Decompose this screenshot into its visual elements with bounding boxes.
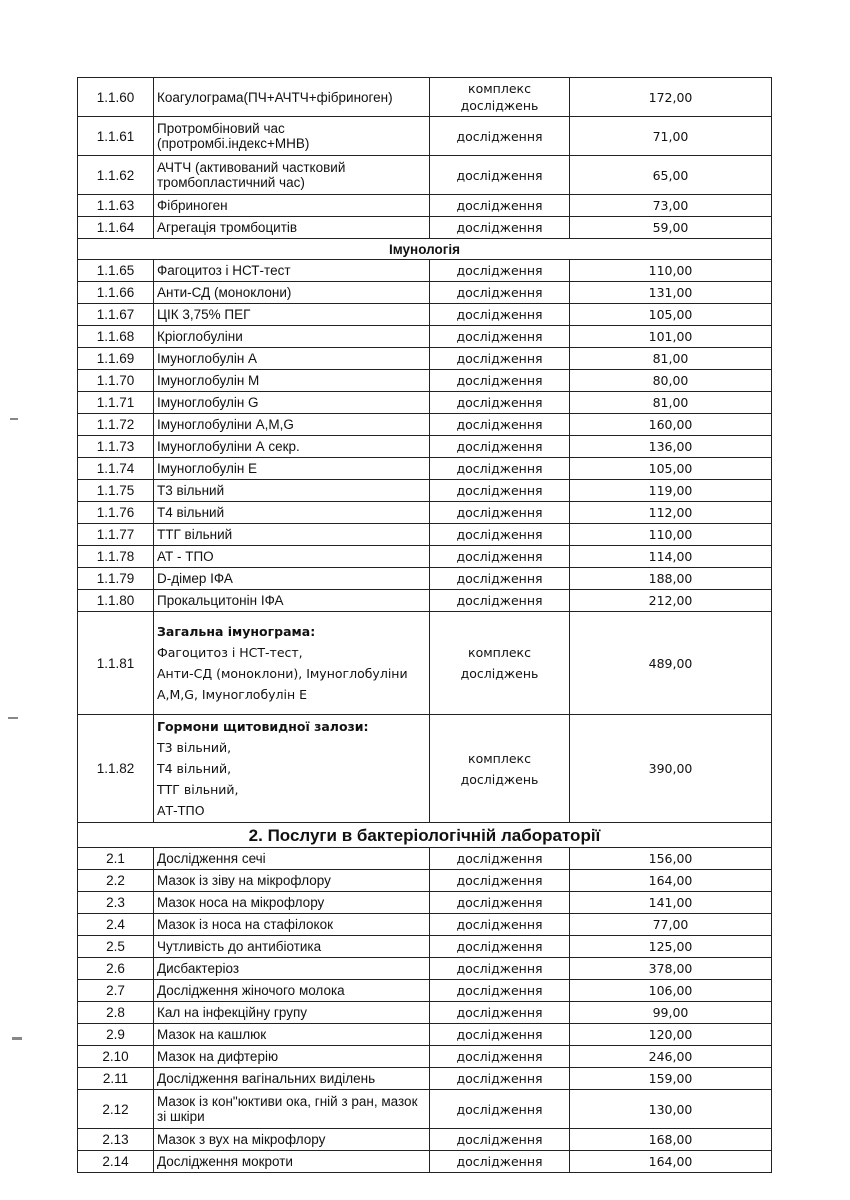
- price-cell: 188,00: [570, 568, 772, 590]
- unit-cell: дослідження: [430, 892, 570, 914]
- row-number: 2.2: [78, 870, 154, 892]
- table-row: [78, 458, 772, 480]
- row-number: 1.1.64: [78, 217, 154, 239]
- service-name: Дослідження мокроти: [154, 1151, 430, 1173]
- table-row: [78, 958, 772, 980]
- table-row: [78, 282, 772, 304]
- row-number: 2.11: [78, 1068, 154, 1090]
- table-row: [78, 1068, 772, 1090]
- row-number: 2.12: [78, 1090, 154, 1129]
- unit-cell: дослідження: [430, 117, 570, 156]
- complex-line: АТ-ТПО: [157, 803, 205, 818]
- price-cell: 120,00: [570, 1024, 772, 1046]
- row-number: 1.1.66: [78, 282, 154, 304]
- unit-cell: дослідження: [430, 848, 570, 870]
- unit-cell: дослідження: [430, 524, 570, 546]
- service-name: Дослідження вагінальних виділень: [154, 1068, 430, 1090]
- price-cell: 105,00: [570, 304, 772, 326]
- row-number: 1.1.72: [78, 414, 154, 436]
- unit-cell: дослідження: [430, 1129, 570, 1151]
- service-name: Т3 вільний: [154, 480, 430, 502]
- service-name: ЦІК 3,75% ПЕГ: [154, 304, 430, 326]
- table-row: [78, 217, 772, 239]
- row-number: 1.1.70: [78, 370, 154, 392]
- complex-line: Анти-СД (моноклони), Імуноглобуліни А,М,G, Імуноглобулін Е: [157, 666, 408, 702]
- service-name: Дисбактеріоз: [154, 958, 430, 980]
- row-number: 2.14: [78, 1151, 154, 1173]
- unit-cell: комплекс досліджень: [430, 715, 570, 823]
- row-number: 1.1.80: [78, 590, 154, 612]
- table-row: [78, 370, 772, 392]
- price-cell: 99,00: [570, 1002, 772, 1024]
- price-cell: 80,00: [570, 370, 772, 392]
- service-name: Мазок носа на мікрофлору: [154, 892, 430, 914]
- price-cell: 246,00: [570, 1046, 772, 1068]
- service-name: Мазок на кашлюк: [154, 1024, 430, 1046]
- price-cell: 164,00: [570, 1151, 772, 1173]
- unit-cell: дослідження: [430, 1046, 570, 1068]
- table-row: [78, 1151, 772, 1173]
- price-cell: 106,00: [570, 980, 772, 1002]
- unit-cell: дослідження: [430, 217, 570, 239]
- unit-cell: дослідження: [430, 1068, 570, 1090]
- service-name: Т4 вільний: [154, 502, 430, 524]
- table-row: [78, 870, 772, 892]
- table-row: [78, 480, 772, 502]
- service-name: Агрегація тромбоцитів: [154, 217, 430, 239]
- scan-mark: [8, 717, 18, 719]
- price-cell: 110,00: [570, 524, 772, 546]
- unit-cell: дослідження: [430, 348, 570, 370]
- price-cell: 168,00: [570, 1129, 772, 1151]
- complex-title: Загальна імунограма:: [157, 624, 316, 639]
- row-number: 2.6: [78, 958, 154, 980]
- unit-cell: дослідження: [430, 195, 570, 217]
- complex-line: Т4 вільний,: [157, 761, 232, 776]
- price-cell: 156,00: [570, 848, 772, 870]
- price-list-page: [77, 77, 771, 1173]
- service-name: Імуноглобулін А: [154, 348, 430, 370]
- complex-description: [154, 715, 430, 823]
- table-row: [78, 304, 772, 326]
- row-number: 2.8: [78, 1002, 154, 1024]
- table-row: [78, 117, 772, 156]
- unit-cell: дослідження: [430, 260, 570, 282]
- row-number: 2.4: [78, 914, 154, 936]
- table-row: [78, 1129, 772, 1151]
- complex-line: Фагоцитоз і НСТ-тест,: [157, 645, 303, 660]
- service-name: АТ - ТПО: [154, 546, 430, 568]
- price-cell: 73,00: [570, 195, 772, 217]
- service-name: Кал на інфекційну групу: [154, 1002, 430, 1024]
- price-cell: 81,00: [570, 348, 772, 370]
- row-number: 1.1.62: [78, 156, 154, 195]
- row-number: 2.9: [78, 1024, 154, 1046]
- table-row: [78, 502, 772, 524]
- complex-line: ТТГ вільний,: [157, 782, 239, 797]
- section-row-bacteriology: [78, 823, 772, 848]
- service-name: Мазок із кон"юктиви ока, гній з ран, мазок зі шкіри: [154, 1090, 430, 1129]
- row-number: 1.1.79: [78, 568, 154, 590]
- service-name: Дослідження жіночого молока: [154, 980, 430, 1002]
- service-name: Фагоцитоз і НСТ-тест: [154, 260, 430, 282]
- complex-row-1-1-81: [78, 612, 772, 715]
- service-name: Імуноглобуліни А,М,G: [154, 414, 430, 436]
- unit-cell: дослідження: [430, 304, 570, 326]
- row-number: 1.1.71: [78, 392, 154, 414]
- table-row: [78, 892, 772, 914]
- unit-cell: дослідження: [430, 502, 570, 524]
- row-number: 1.1.81: [78, 612, 154, 715]
- service-name: Фібриноген: [154, 195, 430, 217]
- complex-title: Гормони щитовидної залози:: [157, 719, 369, 734]
- complex-description: [154, 612, 430, 715]
- price-cell: 119,00: [570, 480, 772, 502]
- row-number: 2.3: [78, 892, 154, 914]
- table-row: [78, 1002, 772, 1024]
- table-row: [78, 546, 772, 568]
- service-name: Імуноглобулін G: [154, 392, 430, 414]
- unit-cell: дослідження: [430, 156, 570, 195]
- row-number: 2.10: [78, 1046, 154, 1068]
- price-cell: 59,00: [570, 217, 772, 239]
- price-cell: 101,00: [570, 326, 772, 348]
- price-cell: 71,00: [570, 117, 772, 156]
- unit-cell: дослідження: [430, 1024, 570, 1046]
- service-name: Протромбіновий час (протромбі.індекс+МНВ): [154, 117, 430, 156]
- table-row: [78, 568, 772, 590]
- unit-cell: дослідження: [430, 914, 570, 936]
- complex-row-1-1-82: [78, 715, 772, 823]
- price-cell: 114,00: [570, 546, 772, 568]
- unit-cell: дослідження: [430, 1151, 570, 1173]
- price-cell: 125,00: [570, 936, 772, 958]
- unit-cell: дослідження: [430, 370, 570, 392]
- unit-cell: дослідження: [430, 480, 570, 502]
- row-number: 1.1.63: [78, 195, 154, 217]
- table-row: [78, 914, 772, 936]
- section-title-immunology: Імунологія: [78, 239, 772, 260]
- unit-cell: дослідження: [430, 414, 570, 436]
- section-title-bacteriology: 2. Послуги в бактеріологічній лабораторії: [78, 823, 772, 848]
- unit-cell: дослідження: [430, 870, 570, 892]
- row-number: 1.1.69: [78, 348, 154, 370]
- price-cell: 172,00: [570, 78, 772, 117]
- service-name: Мазок на дифтерію: [154, 1046, 430, 1068]
- table-row: [78, 392, 772, 414]
- table-row: [78, 414, 772, 436]
- unit-cell: дослідження: [430, 1090, 570, 1129]
- table-row: [78, 195, 772, 217]
- table-row: [78, 436, 772, 458]
- price-cell: 136,00: [570, 436, 772, 458]
- scan-mark: [12, 1037, 22, 1040]
- unit-cell: дослідження: [430, 458, 570, 480]
- unit-cell: дослідження: [430, 1002, 570, 1024]
- unit-cell: дослідження: [430, 392, 570, 414]
- price-cell: 105,00: [570, 458, 772, 480]
- unit-cell: дослідження: [430, 282, 570, 304]
- unit-cell: дослідження: [430, 980, 570, 1002]
- service-name: Анти-СД (моноклони): [154, 282, 430, 304]
- row-number: 2.5: [78, 936, 154, 958]
- table-row: [78, 1046, 772, 1068]
- unit-cell: комплекс досліджень: [430, 78, 570, 117]
- price-cell: 81,00: [570, 392, 772, 414]
- table-row: [78, 980, 772, 1002]
- scan-mark: [10, 418, 18, 420]
- table-row: [78, 156, 772, 195]
- unit-cell: дослідження: [430, 568, 570, 590]
- service-name: Мазок з вух на мікрофлору: [154, 1129, 430, 1151]
- unit-cell: дослідження: [430, 436, 570, 458]
- unit-cell: дослідження: [430, 590, 570, 612]
- table-row: [78, 78, 772, 117]
- service-name: ТТГ вільний: [154, 524, 430, 546]
- service-name: D-дімер ІФА: [154, 568, 430, 590]
- price-cell: 130,00: [570, 1090, 772, 1129]
- price-cell: 141,00: [570, 892, 772, 914]
- row-number: 1.1.74: [78, 458, 154, 480]
- price-table: [77, 77, 772, 1173]
- price-cell: 112,00: [570, 502, 772, 524]
- table-row: [78, 1024, 772, 1046]
- section-row-immunology: [78, 239, 772, 260]
- price-cell: 164,00: [570, 870, 772, 892]
- price-cell: 390,00: [570, 715, 772, 823]
- table-row: [78, 936, 772, 958]
- service-name: Імуноглобулін Е: [154, 458, 430, 480]
- price-cell: 159,00: [570, 1068, 772, 1090]
- table-row: [78, 848, 772, 870]
- unit-cell: дослідження: [430, 936, 570, 958]
- table-row: [78, 524, 772, 546]
- row-number: 2.7: [78, 980, 154, 1002]
- table-row: [78, 590, 772, 612]
- service-name: Кріоглобуліни: [154, 326, 430, 348]
- row-number: 1.1.60: [78, 78, 154, 117]
- unit-cell: дослідження: [430, 546, 570, 568]
- rows-a: [78, 78, 772, 239]
- service-name: Імуноглобулін М: [154, 370, 430, 392]
- row-number: 1.1.77: [78, 524, 154, 546]
- price-cell: 378,00: [570, 958, 772, 980]
- unit-cell: дослідження: [430, 958, 570, 980]
- row-number: 1.1.75: [78, 480, 154, 502]
- complex-line: Т3 вільний,: [157, 740, 232, 755]
- price-cell: 489,00: [570, 612, 772, 715]
- rows-c: [78, 848, 772, 1173]
- price-cell: 160,00: [570, 414, 772, 436]
- price-cell: 212,00: [570, 590, 772, 612]
- table-row: [78, 1090, 772, 1129]
- row-number: 1.1.61: [78, 117, 154, 156]
- table-row: [78, 260, 772, 282]
- price-cell: 77,00: [570, 914, 772, 936]
- row-number: 1.1.78: [78, 546, 154, 568]
- row-number: 1.1.67: [78, 304, 154, 326]
- row-number: 1.1.68: [78, 326, 154, 348]
- row-number: 2.13: [78, 1129, 154, 1151]
- price-cell: 131,00: [570, 282, 772, 304]
- service-name: Мазок із зіву на мікрофлору: [154, 870, 430, 892]
- price-cell: 65,00: [570, 156, 772, 195]
- row-number: 1.1.82: [78, 715, 154, 823]
- price-cell: 110,00: [570, 260, 772, 282]
- table-row: [78, 348, 772, 370]
- service-name: Дослідження сечі: [154, 848, 430, 870]
- service-name: Мазок із носа на стафілокок: [154, 914, 430, 936]
- table-row: [78, 326, 772, 348]
- service-name: Коагулограма(ПЧ+АЧТЧ+фібриноген): [154, 78, 430, 117]
- rows-b: [78, 260, 772, 612]
- service-name: АЧТЧ (активований частковий тромбопластичний час): [154, 156, 430, 195]
- row-number: 1.1.76: [78, 502, 154, 524]
- row-number: 2.1: [78, 848, 154, 870]
- service-name: Чутливість до антибіотика: [154, 936, 430, 958]
- row-number: 1.1.65: [78, 260, 154, 282]
- row-number: 1.1.73: [78, 436, 154, 458]
- service-name: Імуноглобуліни А секр.: [154, 436, 430, 458]
- unit-cell: комплекс досліджень: [430, 612, 570, 715]
- service-name: Прокальцитонін ІФА: [154, 590, 430, 612]
- unit-cell: дослідження: [430, 326, 570, 348]
